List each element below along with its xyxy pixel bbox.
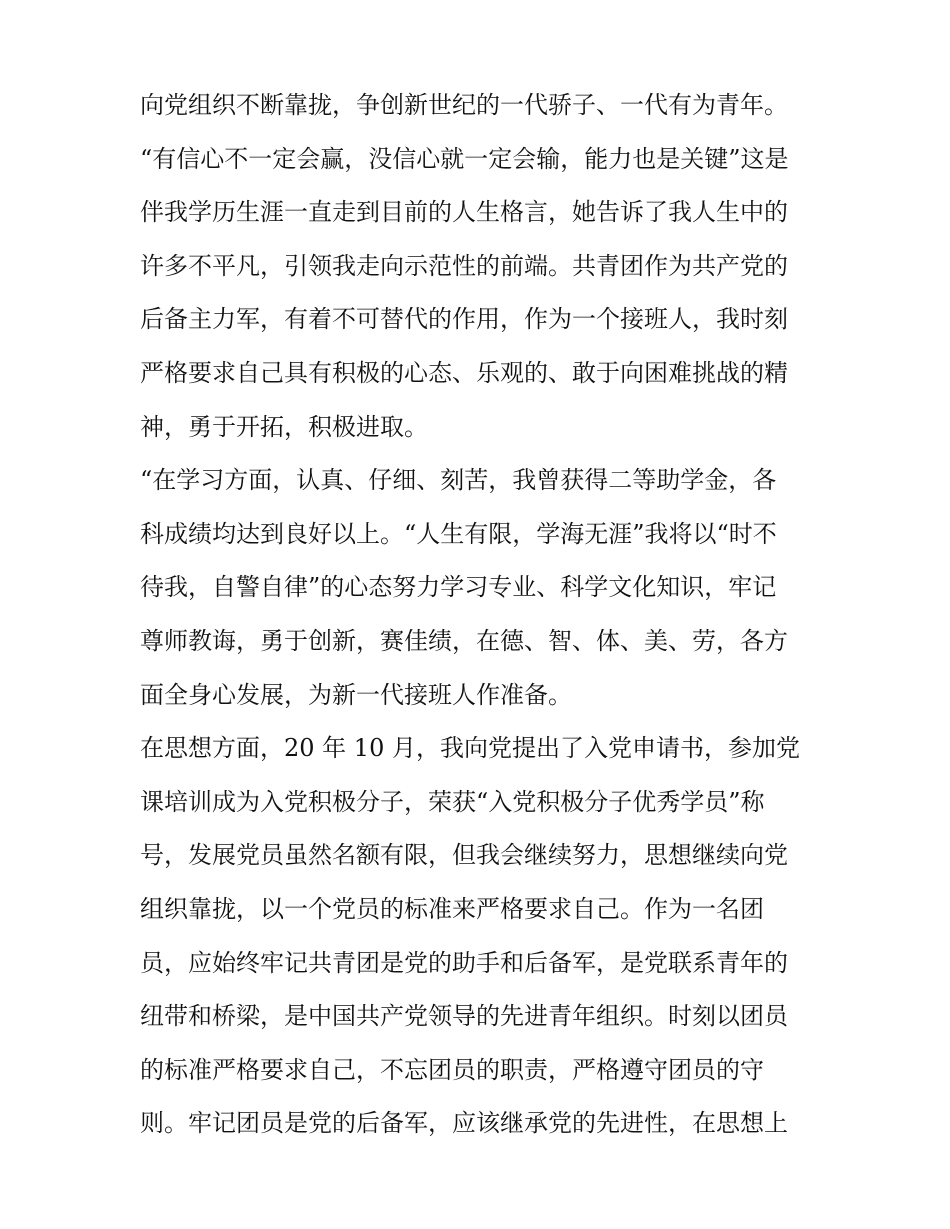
body-text [140,79,812,1151]
text-line: 组织靠拢，以一个党员的标准来严格要求自己。作为一名团 [140,894,764,923]
text-line: 待我，自警自律”的心态努力学习专业、科学文化知识，牢记 [140,573,777,602]
text-line: 神，勇于开拓，积极进取。 [140,412,428,441]
text-line: 科成绩均达到良好以上。“人生有限，学海无涯”我将以“时不 [140,519,777,548]
text-line: 许多不平凡，引领我走向示范性的前端。共青团作为共产党的 [140,251,788,280]
text-line: 号，发展党员虽然名额有限，但我会继续努力，思想继续向党 [140,841,788,870]
text-line: 严格要求自己具有积极的心态、乐观的、敢于向困难挑战的精 [140,358,788,387]
text-line: 课培训成为入党积极分子，荣获“入党积极分子优秀学员”称 [140,787,765,816]
text-line: 面全身心发展，为新一代接班人作准备。 [140,680,572,709]
text-line: 尊师教诲，勇于创新，赛佳绩，在德、智、体、美、劳，各方 [140,626,788,655]
text-line: 员，应始终牢记共青团是党的助手和后备军，是党联系青年的 [140,948,788,977]
text-line: 后备主力军，有着不可替代的作用，作为一个接班人，我时刻 [140,305,788,334]
text-line: 纽带和桥梁，是中国共产党领导的先进青年组织。时刻以团员 [140,1002,788,1031]
text-line: “在学习方面，认真、仔细、刻苦，我曾获得二等助学金，各 [140,466,777,495]
text-line: 伴我学历生涯一直走到目前的人生格言，她告诉了我人生中的 [140,198,788,227]
text-line: 向党组织不断靠拢，争创新世纪的一代骄子、一代有为青年。 [140,91,788,119]
text-line: 在思想方面，20 年 10 月，我向党提出了入党申请书，参加党 [140,734,800,763]
text-line: 的标准严格要求自己，不忘团员的职责，严格遵守团员的守 [140,1055,764,1084]
text-line: 则。牢记团员是党的后备军，应该继承党的先进性，在思想上 [140,1109,788,1138]
text-line: “有信心不一定会赢，没信心就一定会输，能力也是关键”这是 [140,144,789,173]
